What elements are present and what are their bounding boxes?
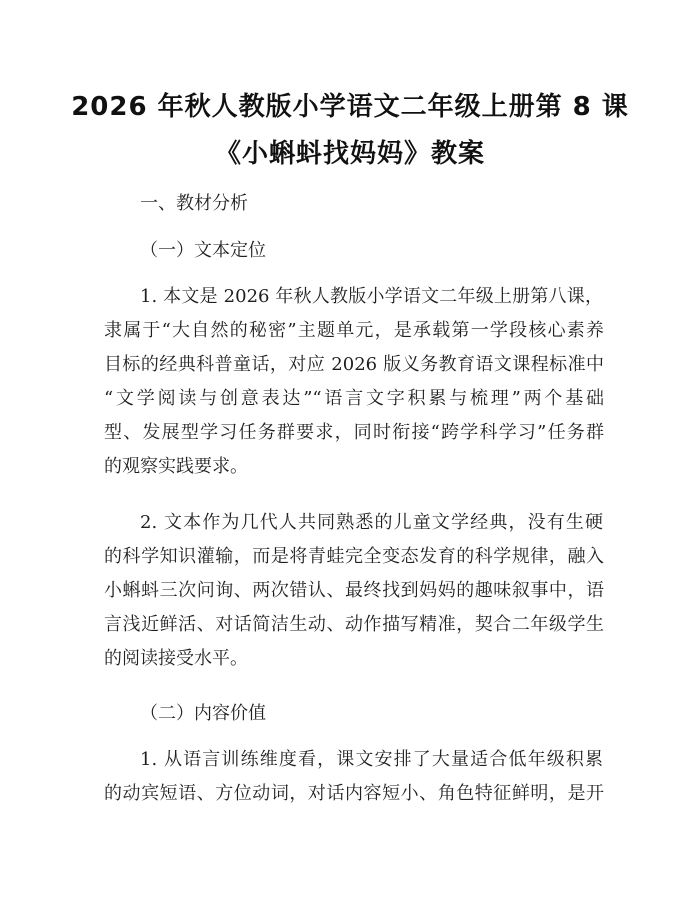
paragraph-1-line-2: 隶属于“大自然的秘密”主题单元，是承载第一学段核心素养	[104, 320, 604, 341]
paragraph-1-line-5: 型、发展型学习任务群要求，同时衔接“跨学科学习”任务群	[104, 422, 604, 443]
paragraph-2-line-3: 小蝌蚪三次问询、两次错认、最终找到妈妈的趣味叙事中，语	[104, 580, 604, 601]
paragraph-2-line-2: 的科学知识灌输，而是将青蛙完全变态发育的科学规律，融入	[104, 546, 604, 567]
subsection-heading-text-positioning: （一）文本定位	[140, 240, 266, 261]
document-title-line-2: 《小蝌蚪找妈妈》教案	[214, 139, 485, 169]
subsection-heading-content-value: （二）内容价值	[140, 703, 266, 724]
paragraph-1-line-1: 1. 本文是 2026 年秋人教版小学语文二年级上册第八课，	[140, 286, 603, 307]
paragraph-1-line-3: 目标的经典科普童话，对应 2026 版义务教育语文课程标准中	[104, 354, 604, 375]
paragraph-3-line-2: 的动宾短语、方位动词，对话内容短小、角色特征鲜明，是开	[104, 783, 604, 804]
paragraph-3-line-1: 1. 从语言训练维度看，课文安排了大量适合低年级积累	[140, 749, 603, 770]
section-heading-teaching-material-analysis: 一、教材分析	[140, 193, 248, 214]
paragraph-2-line-5: 的阅读接受水平。	[104, 648, 248, 669]
paragraph-2-line-1: 2. 文本作为几代人共同熟悉的儿童文学经典，没有生硬	[140, 512, 603, 533]
document-title-line-1: 2026 年秋人教版小学语文二年级上册第 8 课	[71, 92, 629, 122]
paragraph-2-line-4: 言浅近鲜活、对话简洁生动、动作描写精准，契合二年级学生	[104, 614, 604, 635]
paragraph-1-line-6: 的观察实践要求。	[104, 456, 248, 477]
paragraph-1-line-4: “文学阅读与创意表达”“语言文字积累与梳理”两个基础	[104, 388, 604, 409]
